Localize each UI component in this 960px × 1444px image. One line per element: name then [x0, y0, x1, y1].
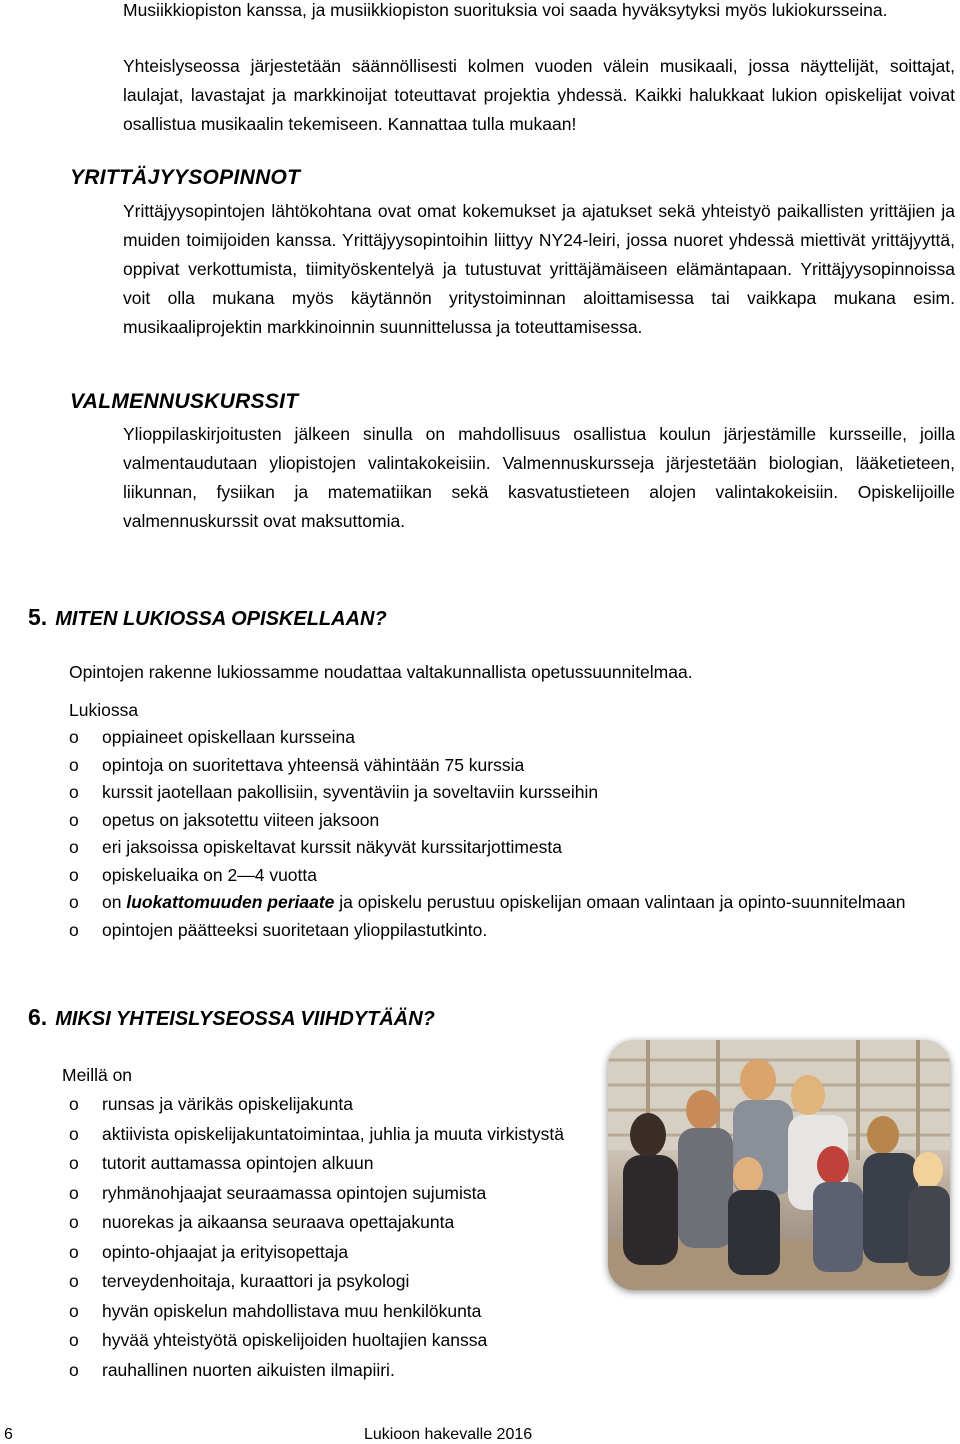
footer-title: Lukioon hakevalle 2016: [364, 1426, 533, 1443]
list-item: o hyvää yhteistyötä opiskelijoiden huoltajien kanssa: [69, 1326, 569, 1356]
students-photo-illustration: [608, 1040, 950, 1290]
page-number: 6: [4, 1426, 13, 1443]
section-6-title: MIKSI YHTEISLYSEOSSA VIIHDYTÄÄN?: [55, 1008, 435, 1030]
list-item: o hyvän opiskelun mahdollistava muu henkilökunta: [69, 1297, 569, 1327]
students-photo: [608, 1040, 950, 1290]
list-item-luokattomuus: [69, 889, 957, 917]
list-item: o nuorekas ja aikaansa seuraava opettajakunta: [69, 1208, 569, 1238]
list-item-prefix: on: [102, 892, 127, 912]
list-item-rest: ja opiskelu perustuu opiskelijan omaan valintaan ja opinto-suunnitelmaan: [334, 892, 906, 912]
intro-musical-paragraph: Yhteislyseossa järjestetään säännöllisesti kolmen vuoden välein musikaali, jossa näyttelijät, soittajat, laulajat, lavastajat ja markkinoijat toteuttavat projektia yhdessä. Kaikki halukkaat lukion opiskelijat voivat osallistua musikaalin tekemiseen. Kannattaa tulla mukaan!: [123, 56, 955, 134]
intro-line-1: Musiikkiopiston kanssa, ja musiikkiopiston suorituksia voi saada hyväksytyksi myös lukiokursseina.: [123, 0, 888, 20]
section-5-sublabel: Lukiossa: [69, 700, 139, 720]
section-6-intro: Meillä on: [62, 1065, 133, 1085]
list-item: o eri jaksoissa opiskeltavat kurssit näkyvät kurssitarjottimesta: [69, 834, 957, 862]
list-item: o kurssit jaotellaan pakollisiin, syventäviin ja soveltaviin kursseihin: [69, 779, 957, 807]
list-item-emphasis: luokattomuuden periaate: [126, 892, 335, 912]
list-item: o tutorit auttamassa opintojen alkuun: [69, 1149, 569, 1179]
section-5-heading: [28, 604, 387, 631]
yrittajyys-paragraph: Yrittäjyysopintojen lähtökohtana ovat omat kokemukset ja ajatukset sekä yhteistyö paikallisten yrittäjien ja muiden toimijoiden kanssa. Yrittäjyysopintoihin liittyy NY24-leiri, jossa nuoret yhdessä miettivät yrittäjyyttä, oppivat verkottumista, tiimityöskentelyä ja tutustuvat yrittäjämäiseen elämäntapaan. Yrittäjyysopinnoissa voit olla mukana myös käytännön yritystoiminnan aloittamisessa tai vaikkapa mukana esim. musikaaliprojektin markkinoinnin suunnittelussa ja toteuttamisessa.: [123, 201, 955, 337]
section-6-number: 6.: [28, 1004, 48, 1030]
list-item: o rauhallinen nuorten aikuisten ilmapiiri.: [69, 1356, 569, 1386]
section-5-list: [69, 724, 957, 944]
list-item: o opiskeluaika on 2—4 vuotta: [69, 862, 957, 890]
valmennus-paragraph: Ylioppilaskirjoitusten jälkeen sinulla on mahdollisuus osallistua koulun järjestämille kursseille, joilla valmentaudutaan yliopistojen valintakokeisiin. Valmennuskursseja järjestetään biologian, lääketieteen, liikunnan, fysiikan ja matematiikan sekä kasvatustieteen alojen valintakokeisiin. Opiskelijoille valmennuskurssit ovat maksuttomia.: [123, 424, 955, 531]
list-item: o aktiivista opiskelijakuntatoimintaa, juhlia ja muuta virkistystä: [69, 1120, 569, 1150]
section-6-list: [69, 1090, 569, 1385]
list-item: o opintojen päätteeksi suoritetaan ylioppilastutkinto.: [69, 917, 957, 945]
section-5-intro: Opintojen rakenne lukiossamme noudattaa valtakunnallista opetussuunnitelmaa.: [69, 662, 693, 682]
list-item: o oppiaineet opiskellaan kursseina: [69, 724, 957, 752]
list-item: o terveydenhoitaja, kuraattori ja psykologi: [69, 1267, 569, 1297]
list-item: o ryhmänohjaajat seuraamassa opintojen sujumista: [69, 1179, 569, 1209]
section-6-heading: [28, 1004, 435, 1031]
section-5-title: MITEN LUKIOSSA OPISKELLAAN?: [55, 608, 387, 630]
heading-yrittajyysopinnot: YRITTÄJYYSOPINNOT: [70, 166, 301, 189]
section-5-number: 5.: [28, 604, 48, 630]
list-item: o opinto-ohjaajat ja erityisopettaja: [69, 1238, 569, 1268]
heading-valmennuskurssit: VALMENNUSKURSSIT: [70, 390, 299, 413]
list-item: o opetus on jaksotettu viiteen jaksoon: [69, 807, 957, 835]
list-item: o runsas ja värikäs opiskelijakunta: [69, 1090, 569, 1120]
list-item: o opintoja on suoritettava yhteensä vähintään 75 kurssia: [69, 752, 957, 780]
